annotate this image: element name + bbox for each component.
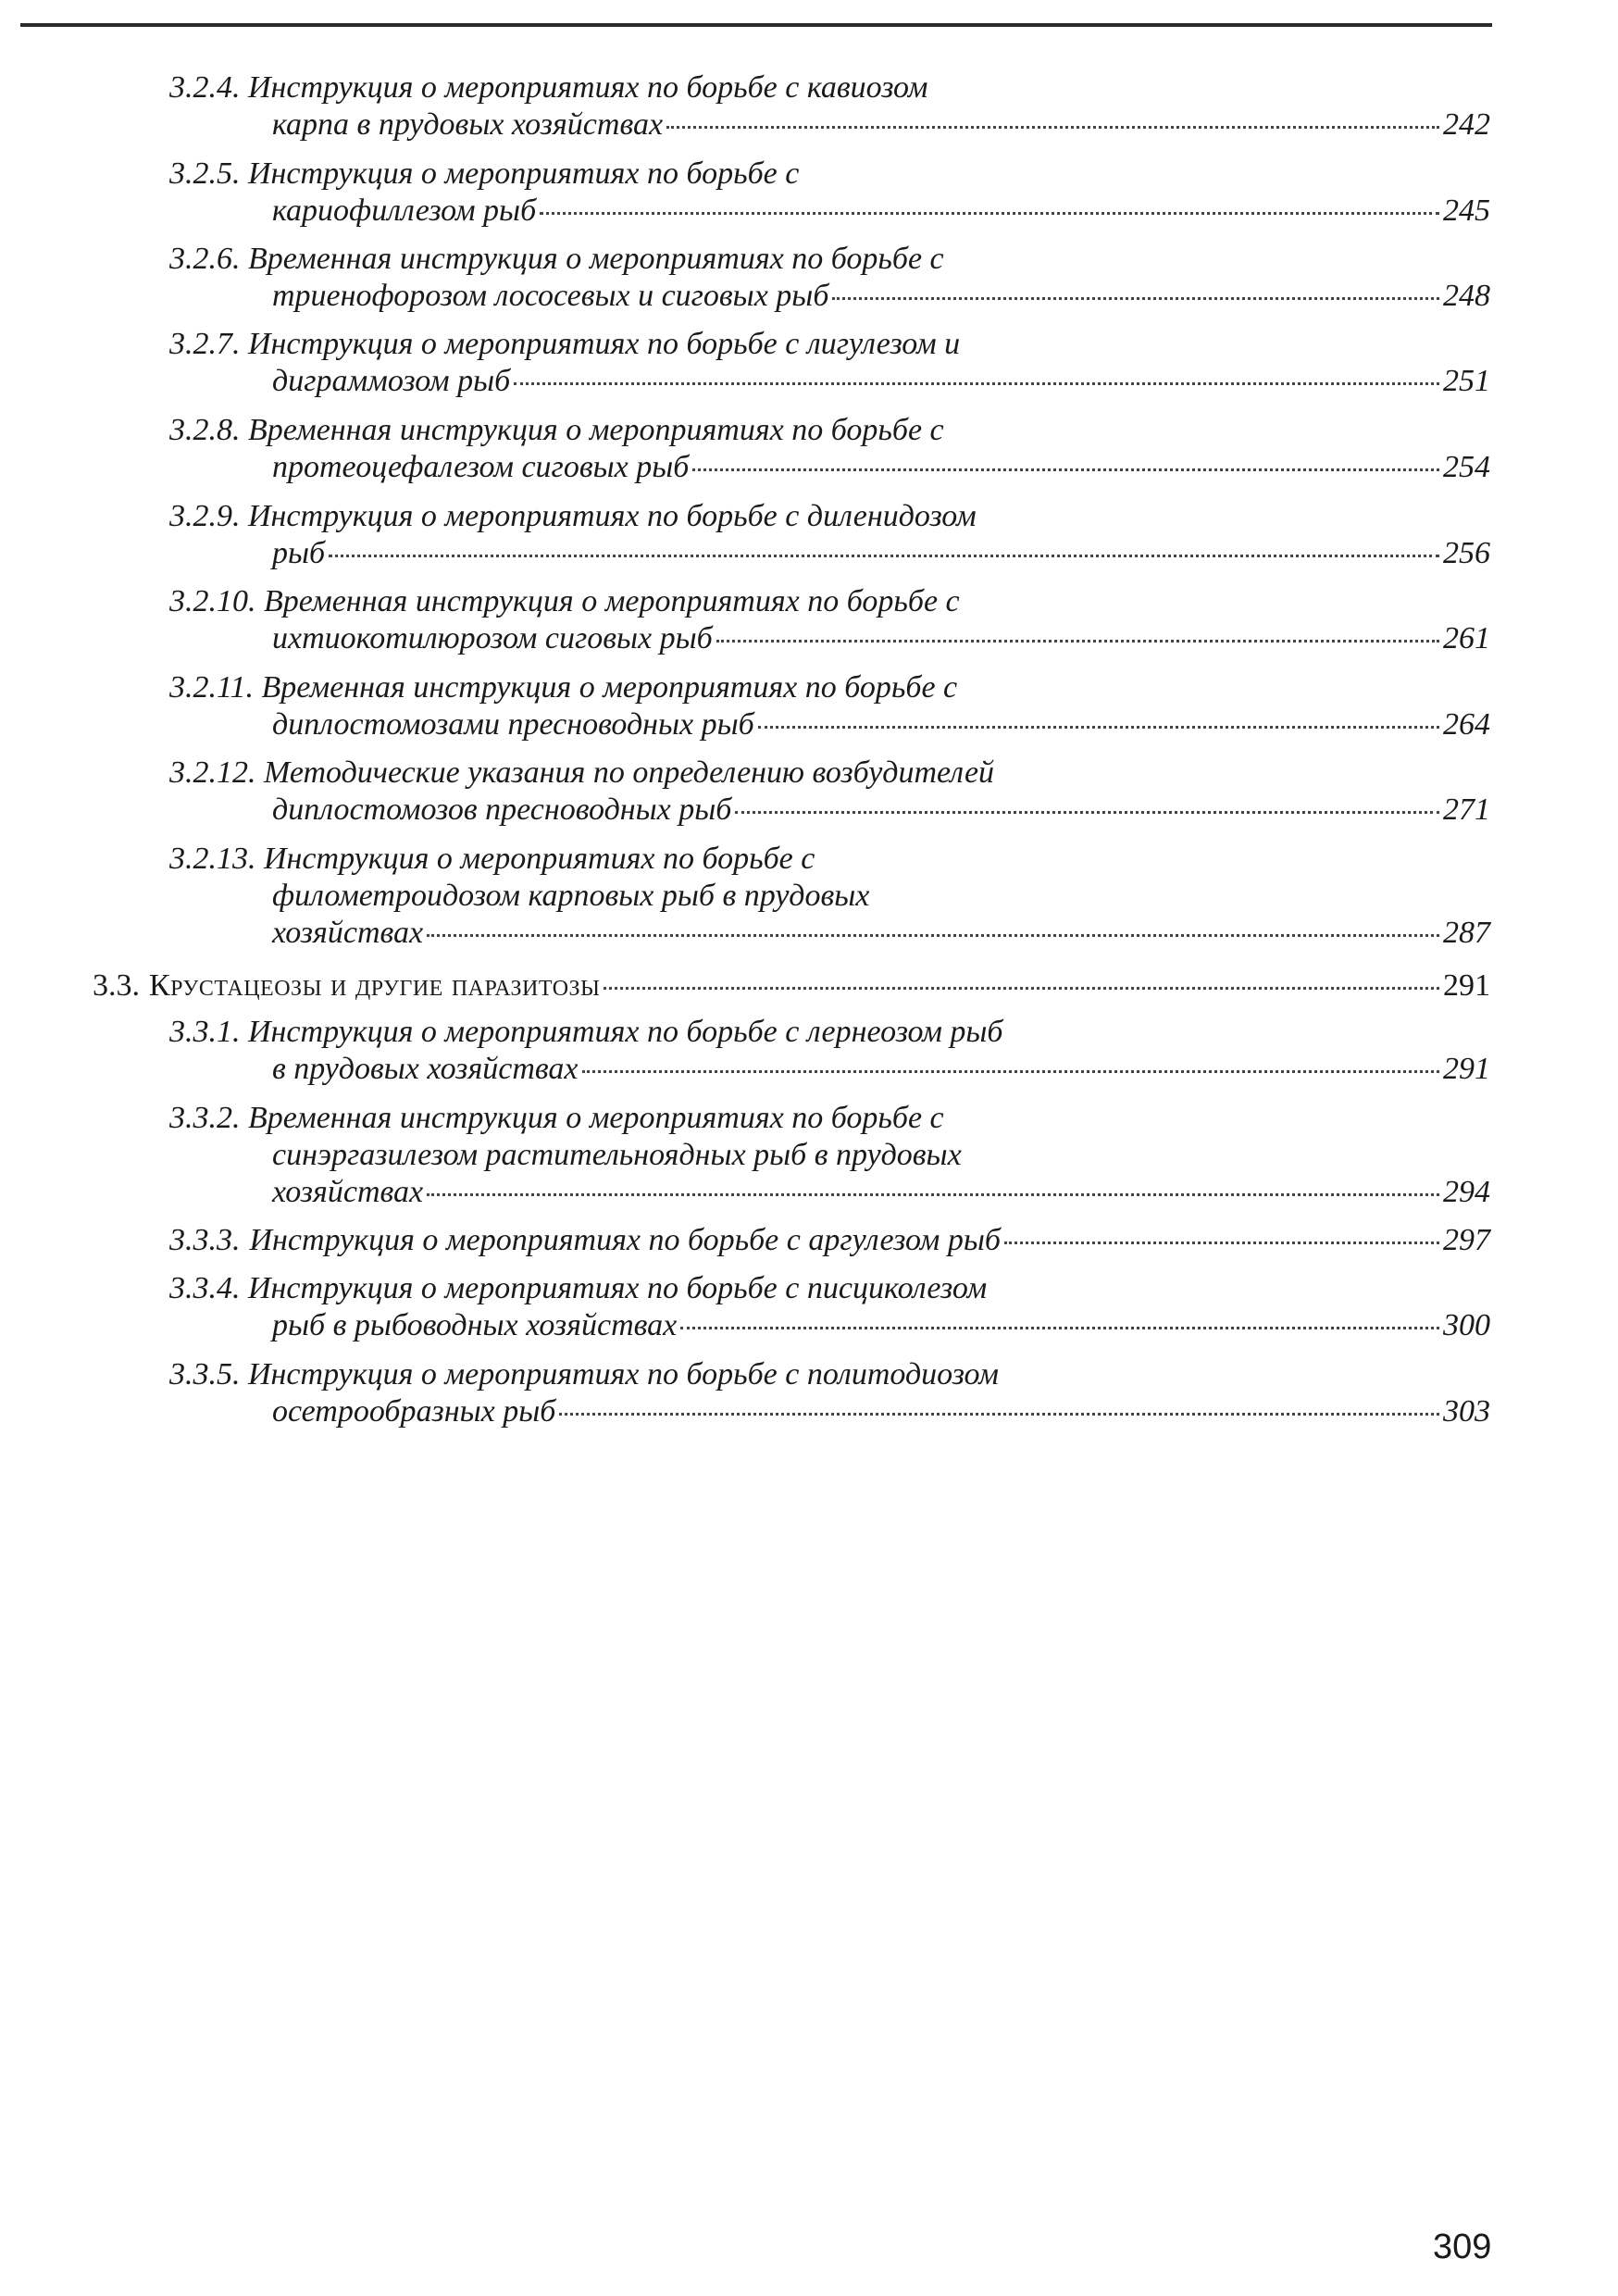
toc-entry-title: Временная инструкция о мероприятиях по борьбе с (261, 670, 958, 705)
toc-entry-heading (169, 841, 815, 878)
dot-leader (680, 1327, 1439, 1329)
toc-entry-number: 3.3.2. (169, 1101, 241, 1135)
toc-entry-heading (169, 498, 977, 535)
toc-entry-heading (169, 241, 944, 278)
toc-entry-title: диплостомозов пресноводных рыб (272, 792, 732, 827)
toc-entry-last-line (272, 535, 1490, 572)
toc-entry-number: 3.2.5. (169, 156, 241, 191)
dot-leader (716, 640, 1439, 643)
dot-leader (604, 987, 1439, 990)
toc-entry-title: Временная инструкция о мероприятиях по борьбе с (248, 413, 944, 447)
toc-entry-last-line (272, 363, 1490, 400)
toc-page-number: 251 (1443, 364, 1490, 398)
toc-page-number: 254 (1443, 450, 1490, 484)
toc-entry-last-line (272, 278, 1490, 315)
toc-entry-title: протеоцефалезом сиговых рыб (272, 450, 690, 484)
page-number: 309 (1433, 2227, 1492, 2266)
toc-section-title: Крустацеозы и другие паразитозы (149, 968, 601, 1003)
toc-entry-title: диплостомозами пресноводных рыб (272, 707, 754, 742)
toc-entry-title: карпа в прудовых хозяйствах (272, 107, 664, 142)
toc-page-number: 264 (1443, 707, 1490, 742)
dot-leader (582, 1070, 1439, 1073)
toc-entry-continuation (272, 878, 869, 915)
toc-entry-number: 3.2.12. (169, 755, 256, 790)
toc-entry-title: Временная инструкция о мероприятиях по борьбе с (248, 242, 944, 276)
toc-page-number: 287 (1443, 916, 1490, 950)
toc-entry-title: Временная инструкция о мероприятиях по борьбе с (248, 1101, 944, 1135)
toc-entry-continuation (272, 1137, 962, 1174)
toc-entry-last-line (272, 193, 1490, 230)
toc-entry-title: Инструкция о мероприятиях по борьбе с кавиозом (248, 70, 928, 105)
toc-entry-last-line (272, 915, 1490, 952)
toc-page-number: 291 (1443, 1052, 1490, 1086)
dot-leader (514, 382, 1439, 385)
toc-page-number: 297 (1443, 1223, 1490, 1257)
dot-leader (559, 1413, 1439, 1416)
dot-leader (758, 726, 1439, 729)
toc-entry-title: Инструкция о мероприятиях по борьбе с диленидозом (248, 499, 977, 533)
toc-entry-title: Инструкция о мероприятиях по борьбе с (248, 156, 800, 191)
dot-leader (427, 934, 1439, 937)
toc-entry-number: 3.2.10. (169, 584, 256, 618)
toc-entry-title: Инструкция о мероприятиях по борьбе с политодиозом (248, 1357, 999, 1391)
toc-page-number: 271 (1443, 792, 1490, 827)
toc-entry-heading (169, 156, 799, 193)
toc-entry-last-line (272, 620, 1490, 657)
dot-leader (427, 1193, 1439, 1196)
toc-entry-heading (169, 583, 960, 620)
dot-leader (692, 468, 1439, 471)
toc-entry-title: осетрообразных рыб (272, 1394, 556, 1429)
toc-entry-last-line (272, 1051, 1490, 1088)
dot-leader (832, 297, 1439, 300)
toc-entry-title: рыб в рыбоводных хозяйствах (272, 1308, 678, 1342)
top-rule (20, 23, 1492, 27)
toc-entry-last-line (272, 1174, 1490, 1211)
toc-entry-last-line (272, 449, 1490, 486)
toc-entry-heading (169, 669, 957, 706)
toc-section-number: 3.3. (93, 968, 140, 1003)
toc-page-number: 248 (1443, 279, 1490, 313)
dot-leader (540, 212, 1439, 215)
toc-entry-title: Инструкция о мероприятиях по борьбе с аргулезом рыб (249, 1223, 1001, 1257)
toc-entry-heading (169, 1100, 944, 1137)
toc-entry-title: Временная инструкция о мероприятиях по борьбе с (264, 584, 960, 618)
toc-page-number: 256 (1443, 536, 1490, 570)
toc-entry-title: Инструкция о мероприятиях по борьбе с лернеозом рыб (248, 1015, 1003, 1049)
toc-page-number: 303 (1443, 1394, 1490, 1429)
toc-entry-heading (169, 1270, 987, 1307)
toc-entry-last-line (272, 1393, 1490, 1430)
toc-page-number: 291 (1443, 968, 1490, 1003)
toc-page-number: 261 (1443, 621, 1490, 655)
toc-entry-number: 3.3.4. (169, 1271, 241, 1305)
toc-entry-heading (169, 1356, 999, 1393)
toc-entry-title: в прудовых хозяйствах (272, 1052, 579, 1086)
toc-entry-title: Инструкция о мероприятиях по борьбе с лигулезом и (248, 327, 961, 361)
toc-entry-number: 3.2.8. (169, 413, 241, 447)
toc-entry-number: 3.3.3. (169, 1223, 241, 1257)
toc-entry-number: 3.2.11. (169, 670, 254, 705)
toc-entry-heading (169, 412, 944, 449)
toc-entry-line (169, 1222, 1490, 1259)
toc-entry-title: хозяйствах (272, 916, 424, 950)
toc-entry-title: кариофиллезом рыб (272, 193, 537, 228)
toc-entry-last-line (272, 1307, 1490, 1344)
toc-entry-title: Инструкция о мероприятиях по борьбе с писциколезом (248, 1271, 988, 1305)
dot-leader (329, 555, 1439, 557)
toc-entry-title: хозяйствах (272, 1175, 424, 1209)
dot-leader (666, 126, 1439, 129)
toc-entry-last-line (272, 792, 1490, 829)
toc-entry-title: ихтиокотилюрозом сиговых рыб (272, 621, 713, 655)
toc-entry-title: диграммозом рыб (272, 364, 511, 398)
toc-entry-title: синэргазилезом растительноядных рыб в прудовых (272, 1138, 962, 1172)
toc-entry-title: рыб (272, 536, 326, 570)
toc-entry-number: 3.2.6. (169, 242, 241, 276)
toc-entry-heading (169, 755, 994, 792)
toc-page-number: 294 (1443, 1175, 1490, 1209)
toc-entry-title: Методические указания по определению возбудителей (264, 755, 995, 790)
dot-leader (735, 811, 1439, 814)
toc-entry-last-line (272, 106, 1490, 144)
toc-page-number: 245 (1443, 193, 1490, 228)
toc-entry-number: 3.3.5. (169, 1357, 241, 1391)
toc-page-number: 242 (1443, 107, 1490, 142)
toc-entry-number: 3.2.7. (169, 327, 241, 361)
toc-page-number: 300 (1443, 1308, 1490, 1342)
toc-section-line (93, 967, 1490, 1004)
toc-entry-heading (169, 1014, 1003, 1051)
toc-entry-number: 3.2.13. (169, 842, 256, 876)
toc-entry-number: 3.2.4. (169, 70, 241, 105)
toc-entry-number: 3.3.1. (169, 1015, 241, 1049)
toc-entry-heading (169, 69, 927, 106)
toc-entry-title: филометроидозом карповых рыб в прудовых (272, 879, 870, 913)
toc-entry-title: триенофорозом лососевых и сиговых рыб (272, 279, 829, 313)
toc-entry-number: 3.2.9. (169, 499, 241, 533)
dot-leader (1004, 1242, 1439, 1244)
toc-entry-title: Инструкция о мероприятиях по борьбе с (264, 842, 815, 876)
toc-entry-last-line (272, 706, 1490, 743)
toc-entry-heading (169, 326, 960, 363)
